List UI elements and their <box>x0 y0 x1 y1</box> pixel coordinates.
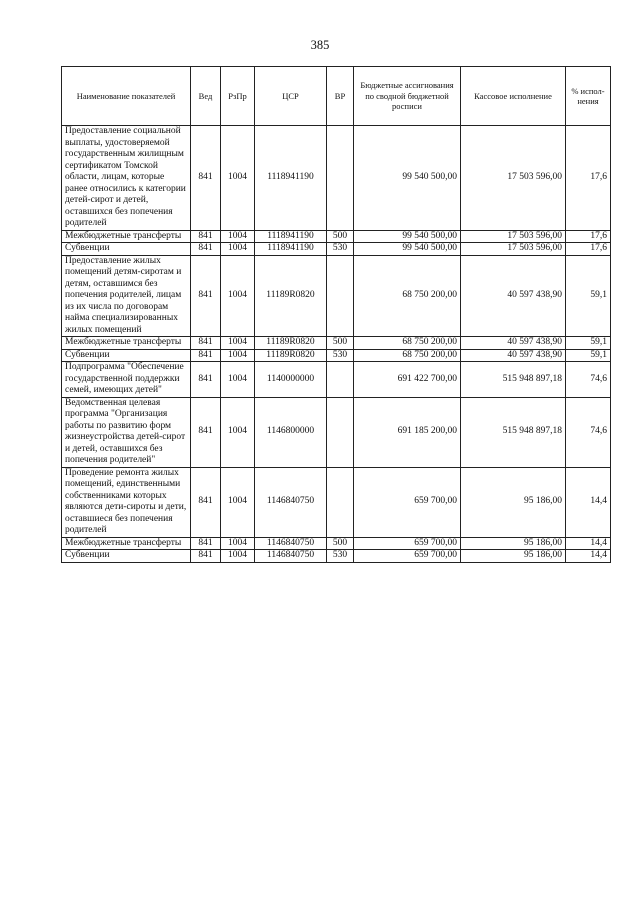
table-row <box>62 126 611 231</box>
cell-name: Проведение ремонта жилых помещений, единственными собственниками которых являются дети-сироты и дети, оставшиеся без попечения родителей <box>62 467 191 537</box>
cell-csr: 11189R0820 <box>255 337 327 350</box>
cell-budget: 68 750 200,00 <box>354 255 461 337</box>
cell-budget: 659 700,00 <box>354 537 461 550</box>
header-rzpr: РзПр <box>221 67 255 126</box>
cell-budget: 68 750 200,00 <box>354 349 461 362</box>
cell-name: Предоставление социальной выплаты, удостоверяемой государственным жилищным сертификатом Томской области, лицам, которые ранее относились к категории детей-сирот и детей, оставшихся без попечения родителей <box>62 126 191 231</box>
table-row <box>62 243 611 256</box>
cell-csr: 1118941190 <box>255 126 327 231</box>
cell-ved: 841 <box>191 362 221 398</box>
cell-budget: 659 700,00 <box>354 550 461 563</box>
cell-budget: 691 422 700,00 <box>354 362 461 398</box>
table-row <box>62 397 611 467</box>
cell-name: Межбюджетные трансферты <box>62 337 191 350</box>
table-row <box>62 349 611 362</box>
cell-budget: 659 700,00 <box>354 467 461 537</box>
cell-cash: 515 948 897,18 <box>461 397 566 467</box>
cell-rzpr: 1004 <box>221 349 255 362</box>
cell-budget: 68 750 200,00 <box>354 337 461 350</box>
cell-percent: 74,6 <box>566 397 611 467</box>
cell-cash: 515 948 897,18 <box>461 362 566 398</box>
cell-percent: 17,6 <box>566 126 611 231</box>
cell-cash: 95 186,00 <box>461 550 566 563</box>
cell-csr: 11189R0820 <box>255 349 327 362</box>
table-row <box>62 550 611 563</box>
cell-name: Субвенции <box>62 243 191 256</box>
cell-budget: 99 540 500,00 <box>354 243 461 256</box>
cell-ved: 841 <box>191 243 221 256</box>
cell-csr: 1118941190 <box>255 243 327 256</box>
table-header-row <box>62 67 611 126</box>
cell-vr <box>327 362 354 398</box>
cell-csr: 11189R0820 <box>255 255 327 337</box>
cell-name: Межбюджетные трансферты <box>62 230 191 243</box>
cell-csr: 1140000000 <box>255 362 327 398</box>
cell-name: Субвенции <box>62 550 191 563</box>
table-row <box>62 362 611 398</box>
cell-rzpr: 1004 <box>221 397 255 467</box>
cell-ved: 841 <box>191 255 221 337</box>
cell-vr: 530 <box>327 243 354 256</box>
cell-cash: 40 597 438,90 <box>461 349 566 362</box>
cell-rzpr: 1004 <box>221 550 255 563</box>
cell-rzpr: 1004 <box>221 255 255 337</box>
cell-percent: 59,1 <box>566 349 611 362</box>
cell-csr: 1118941190 <box>255 230 327 243</box>
cell-cash: 40 597 438,90 <box>461 337 566 350</box>
cell-name: Субвенции <box>62 349 191 362</box>
cell-vr <box>327 467 354 537</box>
header-budget: Бюджетные ассигнования по сводной бюджетной росписи <box>354 67 461 126</box>
cell-rzpr: 1004 <box>221 537 255 550</box>
cell-vr: 500 <box>327 537 354 550</box>
cell-ved: 841 <box>191 337 221 350</box>
cell-cash: 17 503 596,00 <box>461 230 566 243</box>
budget-execution-table <box>61 66 611 563</box>
cell-vr: 530 <box>327 349 354 362</box>
cell-cash: 17 503 596,00 <box>461 243 566 256</box>
table-row <box>62 537 611 550</box>
cell-csr: 1146800000 <box>255 397 327 467</box>
cell-ved: 841 <box>191 230 221 243</box>
cell-percent: 59,1 <box>566 255 611 337</box>
cell-cash: 17 503 596,00 <box>461 126 566 231</box>
table-row <box>62 255 611 337</box>
cell-vr: 500 <box>327 230 354 243</box>
cell-csr: 1146840750 <box>255 537 327 550</box>
cell-rzpr: 1004 <box>221 126 255 231</box>
cell-percent: 14,4 <box>566 467 611 537</box>
cell-ved: 841 <box>191 126 221 231</box>
header-cash: Кассовое исполнение <box>461 67 566 126</box>
cell-budget: 99 540 500,00 <box>354 230 461 243</box>
table-row <box>62 337 611 350</box>
cell-percent: 17,6 <box>566 243 611 256</box>
cell-ved: 841 <box>191 537 221 550</box>
cell-ved: 841 <box>191 349 221 362</box>
cell-name: Ведомственная целевая программа "Организация работы по развитию форм жизнеустройства детей-сирот и детей, оставшихся без попечения родителей" <box>62 397 191 467</box>
cell-csr: 1146840750 <box>255 550 327 563</box>
cell-percent: 59,1 <box>566 337 611 350</box>
page-number: 385 <box>310 38 330 52</box>
cell-name: Межбюджетные трансферты <box>62 537 191 550</box>
cell-csr: 1146840750 <box>255 467 327 537</box>
cell-ved: 841 <box>191 467 221 537</box>
cell-vr <box>327 126 354 231</box>
table-body <box>62 126 611 563</box>
cell-budget: 99 540 500,00 <box>354 126 461 231</box>
header-csr: ЦСР <box>255 67 327 126</box>
cell-budget: 691 185 200,00 <box>354 397 461 467</box>
table-row <box>62 230 611 243</box>
cell-ved: 841 <box>191 550 221 563</box>
header-name: Наименование показателей <box>62 67 191 126</box>
cell-rzpr: 1004 <box>221 362 255 398</box>
cell-rzpr: 1004 <box>221 230 255 243</box>
table-row <box>62 467 611 537</box>
cell-ved: 841 <box>191 397 221 467</box>
cell-vr: 530 <box>327 550 354 563</box>
header-percent: % испол-нения <box>566 67 611 126</box>
cell-rzpr: 1004 <box>221 467 255 537</box>
header-ved: Вед <box>191 67 221 126</box>
cell-percent: 74,6 <box>566 362 611 398</box>
cell-rzpr: 1004 <box>221 337 255 350</box>
header-vr: ВР <box>327 67 354 126</box>
cell-cash: 95 186,00 <box>461 537 566 550</box>
cell-percent: 14,4 <box>566 537 611 550</box>
cell-vr <box>327 255 354 337</box>
cell-percent: 14,4 <box>566 550 611 563</box>
cell-name: Предоставление жилых помещений детям-сиротам и детям, оставшимся без попечения родителей, лицам из их числа по договорам найма специализированных жилых помещений <box>62 255 191 337</box>
cell-cash: 40 597 438,90 <box>461 255 566 337</box>
cell-cash: 95 186,00 <box>461 467 566 537</box>
cell-vr <box>327 397 354 467</box>
cell-vr: 500 <box>327 337 354 350</box>
cell-name: Подпрограмма "Обеспечение государственной поддержки семей, имеющих детей" <box>62 362 191 398</box>
cell-rzpr: 1004 <box>221 243 255 256</box>
cell-percent: 17,6 <box>566 230 611 243</box>
